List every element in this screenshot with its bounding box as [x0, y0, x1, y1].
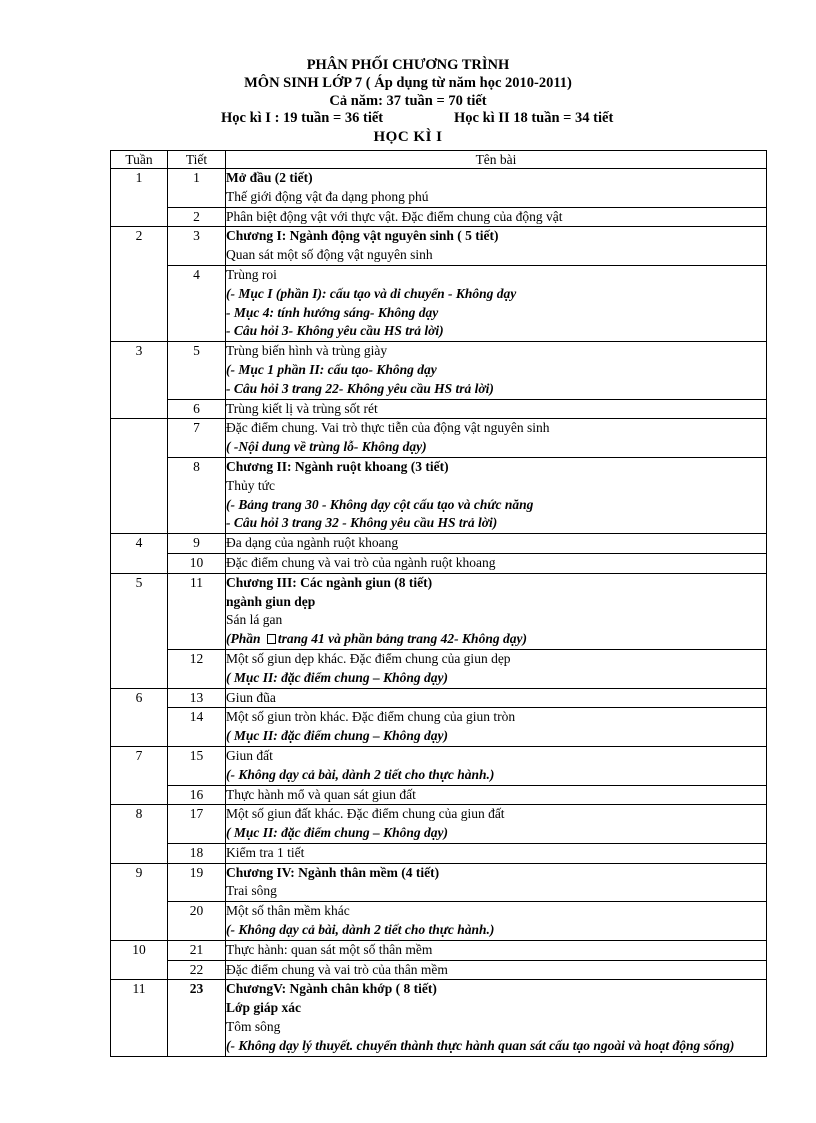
- period-cell: 19: [168, 863, 226, 902]
- table-row: [111, 342, 767, 399]
- square-symbol-icon: [267, 634, 276, 644]
- period-cell: 4: [168, 265, 226, 341]
- table-row: [111, 573, 767, 649]
- lesson-cell: [226, 980, 767, 1056]
- term-2-info: Học kì II 18 tuần = 34 tiết: [454, 110, 614, 126]
- year-line: Cả năm: 37 tuần = 70 tiết: [329, 93, 487, 109]
- table-row: [111, 649, 767, 688]
- lesson-heading-line: ngành giun dẹp: [226, 593, 316, 609]
- lesson-heading-line: ChươngV: Ngành chân khớp ( 8 tiết): [226, 981, 437, 997]
- week-cell: 6: [111, 688, 168, 746]
- period-cell: 15: [168, 746, 226, 785]
- lesson-heading-line: Mở đầu (2 tiết): [226, 170, 313, 185]
- period-cell: 16: [168, 785, 226, 805]
- lesson-cell: [226, 534, 767, 554]
- lesson-cell: [226, 902, 767, 941]
- period-cell: 9: [168, 534, 226, 554]
- lesson-title-line: Một số giun đất khác. Đặc điểm chung của giun đất: [226, 806, 505, 822]
- lesson-heading-line: Chương I: Ngành động vật nguyên sinh ( 5 tiết): [226, 228, 499, 244]
- period-cell: 6: [168, 399, 226, 419]
- table-row: [111, 843, 767, 863]
- table-row: [111, 265, 767, 341]
- lesson-note-line: (- Mục I (phần I): cấu tạo và di chuyển - Không dạy: [226, 285, 517, 301]
- table-row: [111, 980, 767, 1056]
- lesson-title-line: Một số thân mềm khác: [226, 903, 350, 919]
- period-cell: 12: [168, 649, 226, 688]
- lesson-title-line: Đặc điểm chung và vai trò của thân mềm: [226, 961, 448, 977]
- table-row: [111, 960, 767, 980]
- period-cell: 14: [168, 708, 226, 747]
- lesson-title-line: Đa dạng của ngành ruột khoang: [226, 535, 399, 551]
- week-cell: [111, 419, 168, 534]
- lesson-heading-line: Chương IV: Ngành thân mềm (4 tiết): [226, 864, 440, 880]
- lesson-cell: [226, 688, 767, 708]
- lesson-note-line: (- Không dạy cả bài, dành 2 tiết cho thực hành.): [226, 922, 495, 938]
- lesson-heading-line: Chương III: Các ngành giun (8 tiết): [226, 574, 433, 590]
- period-cell: 10: [168, 553, 226, 573]
- lesson-cell: [226, 573, 767, 649]
- note-text-start: (Phần: [226, 631, 264, 647]
- lesson-title-line: Trùng kiết lị và trùng sốt rét: [226, 400, 378, 416]
- lesson-title-line: Quan sát một số động vật nguyên sinh: [226, 247, 433, 263]
- lesson-title-line: Phân biệt động vật với thực vật. Đặc điểm chung của động vật: [226, 208, 563, 224]
- period-cell: 5: [168, 342, 226, 399]
- week-cell: 11: [111, 980, 168, 1056]
- lesson-note-line: - Câu hỏi 3 trang 22- Không yêu cầu HS trả lời): [226, 380, 494, 396]
- lesson-cell: [226, 207, 767, 227]
- lesson-note-line: ( -Nội dung về trùng lỗ- Không dạy): [226, 439, 427, 455]
- lesson-title-line: Đặc điểm chung. Vai trò thực tiễn của động vật nguyên sinh: [226, 420, 550, 436]
- table-row: [111, 863, 767, 902]
- table-row: [111, 708, 767, 747]
- page-header: [0, 56, 816, 146]
- lesson-title-line: Một số giun tròn khác. Đặc điểm chung của giun tròn: [226, 709, 516, 725]
- lesson-title-line: Thế giới động vật đa dạng phong phú: [226, 188, 429, 204]
- period-cell: 18: [168, 843, 226, 863]
- lesson-note-line: - Câu hỏi 3- Không yêu cầu HS trả lời): [226, 323, 444, 339]
- table-row: [111, 399, 767, 419]
- period-cell: 13: [168, 688, 226, 708]
- table-row: [111, 227, 767, 266]
- week-cell: 3: [111, 342, 168, 419]
- table-row: [111, 785, 767, 805]
- table-row: [111, 805, 767, 844]
- table-body: [111, 169, 767, 1057]
- period-column-header: Tiết: [168, 151, 226, 169]
- lesson-cell: [226, 457, 767, 533]
- period-cell: 23: [168, 980, 226, 1056]
- week-column-header: Tuần: [111, 151, 168, 169]
- lesson-note-line: - Câu hỏi 3 trang 32 - Không yêu cầu HS trả lời): [226, 515, 498, 531]
- subject-line: MÔN SINH LỚP 7 ( Áp dụng từ năm học 2010-2011): [244, 75, 572, 91]
- lesson-note-line: - Mục 4: tính hướng sáng- Không dạy: [226, 304, 439, 320]
- lesson-cell: [226, 746, 767, 785]
- table-row: [111, 457, 767, 533]
- lesson-title-line: Kiểm tra 1 tiết: [226, 844, 305, 860]
- lesson-title-line: Thực hành: quan sát một số thân mềm: [226, 941, 433, 957]
- lesson-cell: [226, 863, 767, 902]
- week-cell: 8: [111, 805, 168, 863]
- lesson-cell: [226, 649, 767, 688]
- lesson-heading-line: Chương II: Ngành ruột khoang (3 tiết): [226, 458, 449, 474]
- lesson-title-line: Đặc điểm chung và vai trò của ngành ruột khoang: [226, 554, 496, 570]
- lesson-note-line: (- Bảng trang 30 - Không dạy cột cấu tạo và chức năng: [226, 496, 534, 512]
- lesson-cell: [226, 342, 767, 399]
- lesson-note-line: (- Mục 1 phần II: cấu tạo- Không dạy: [226, 361, 437, 377]
- period-cell: 8: [168, 457, 226, 533]
- table-row: [111, 746, 767, 785]
- table-row: [111, 902, 767, 941]
- lesson-cell: [226, 940, 767, 960]
- lesson-note-line: ( Mục II: đặc điểm chung – Không dạy): [226, 669, 449, 685]
- lesson-title-line: Tôm sông: [226, 1019, 281, 1035]
- week-cell: 1: [111, 169, 168, 227]
- lesson-note-line: (- Không dạy cả bài, dành 2 tiết cho thực hành.): [226, 766, 495, 782]
- lesson-note-line: ( Mục II: đặc điểm chung – Không dạy): [226, 825, 449, 841]
- syllabus-table: [110, 150, 767, 1057]
- lesson-cell: [226, 553, 767, 573]
- lesson-note-line: [226, 630, 766, 649]
- period-cell: 22: [168, 960, 226, 980]
- lesson-heading-line: Lớp giáp xác: [226, 1000, 301, 1016]
- lesson-cell: [226, 399, 767, 419]
- lesson-cell: [226, 708, 767, 747]
- lesson-title-line: Một số giun dẹp khác. Đặc điểm chung của giun dẹp: [226, 650, 511, 666]
- period-cell: 2: [168, 207, 226, 227]
- document-title: PHÂN PHỐI CHƯƠNG TRÌNH: [306, 57, 510, 73]
- term-1-info: Học kì I : 19 tuần = 36 tiết: [221, 110, 384, 126]
- terms-line: [0, 110, 816, 128]
- week-cell: 5: [111, 573, 168, 688]
- lesson-cell: [226, 227, 767, 266]
- lesson-title-line: Thực hành mổ và quan sát giun đất: [226, 786, 416, 802]
- lesson-cell: [226, 169, 767, 208]
- lesson-cell: [226, 419, 767, 458]
- period-cell: 7: [168, 419, 226, 458]
- table-row: [111, 940, 767, 960]
- lesson-cell: [226, 960, 767, 980]
- period-cell: 11: [168, 573, 226, 649]
- table-row: [111, 207, 767, 227]
- lesson-title-line: Sán lá gan: [226, 612, 283, 628]
- table-row: [111, 534, 767, 554]
- lesson-title-line: Giun đất: [226, 747, 273, 763]
- lesson-title-line: Thủy tức: [226, 477, 275, 493]
- lesson-cell: [226, 785, 767, 805]
- period-cell: 17: [168, 805, 226, 844]
- period-cell: 20: [168, 902, 226, 941]
- period-cell: 1: [168, 169, 226, 208]
- lesson-cell: [226, 805, 767, 844]
- section-title: HỌC KÌ I: [373, 129, 443, 145]
- lesson-title-line: Trùng biến hình và trùng giày: [226, 343, 388, 359]
- table-row: [111, 688, 767, 708]
- table-header-row: [111, 151, 767, 169]
- lesson-title-line: Giun đũa: [226, 689, 276, 705]
- week-cell: 10: [111, 940, 168, 980]
- lesson-title-line: Trai sông: [226, 883, 277, 899]
- week-cell: 9: [111, 863, 168, 940]
- lesson-note-line: ( Mục II: đặc điểm chung – Không dạy): [226, 728, 449, 744]
- note-text-end: trang 41 và phần bảng trang 42- Không dạy): [277, 631, 527, 647]
- table-row: [111, 169, 767, 208]
- lesson-column-header: Tên bài: [226, 151, 767, 169]
- week-cell: 4: [111, 534, 168, 574]
- lesson-title-line: Trùng roi: [226, 266, 277, 282]
- table-row: [111, 419, 767, 458]
- week-cell: 7: [111, 746, 168, 804]
- lesson-note-line: (- Không dạy lý thuyết. chuyển thành thực hành quan sát cấu tạo ngoài và hoạt động sống): [226, 1037, 735, 1053]
- week-cell: 2: [111, 227, 168, 342]
- lesson-cell: [226, 843, 767, 863]
- table-row: [111, 553, 767, 573]
- lesson-cell: [226, 265, 767, 341]
- period-cell: 3: [168, 227, 226, 266]
- period-cell: 21: [168, 940, 226, 960]
